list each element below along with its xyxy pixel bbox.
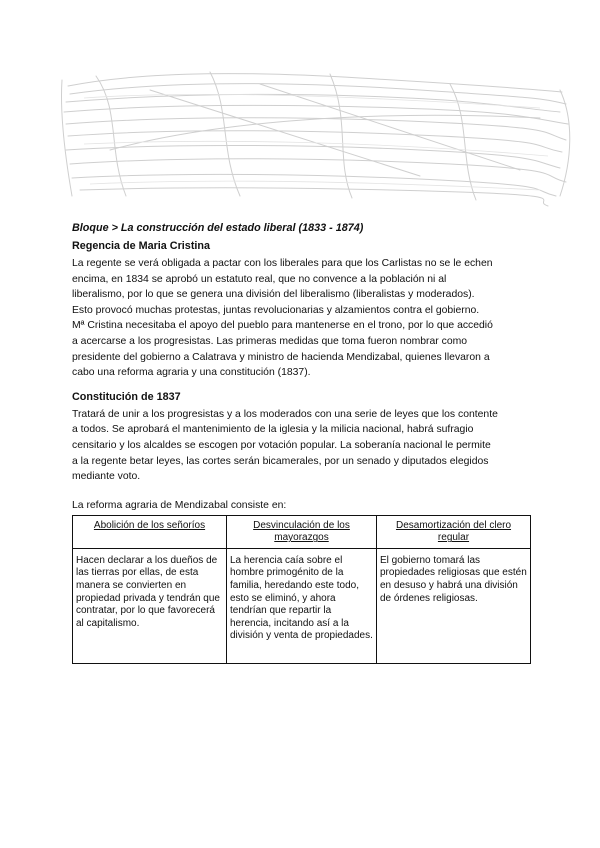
reform-table xyxy=(72,515,531,664)
text-line: Mª Cristina necesitaba el apoyo del pueblo para mantenerse en el trono, por lo que accedió xyxy=(72,320,493,332)
text-line: a la regente betar leyes, las cortes serán bicamerales, por un senado y diputados elegidos xyxy=(72,455,489,467)
text-line: liberalismo, por lo que se genera una división del liberalismo (liberalistas y moderados). xyxy=(72,289,475,301)
column-header-desamortizacion: Desamortización del clero regular xyxy=(377,515,531,548)
text-line: cabo una reforma agraria y una constitución (1837). xyxy=(72,367,311,379)
text-line: La regente se verá obligada a pactar con los liberales para que los Carlistas no se le echen xyxy=(72,258,493,269)
paragraph-regencia xyxy=(72,256,532,381)
column-header-desvinculacion: Desvinculación de los mayorazgos xyxy=(227,515,377,548)
section-heading-regencia: Regencia de Maria Cristina xyxy=(72,240,211,252)
text-line: censitario y los alcaldes se escogen por votación popular. La soberanía nacional le permite xyxy=(72,439,491,451)
reform-intro: La reforma agraria de Mendizabal consiste en: xyxy=(72,499,287,511)
text-line: Tratará de unir a los progresistas y a los moderados con una serie de leyes que los contente xyxy=(72,408,498,420)
paragraph-constitucion xyxy=(72,407,532,485)
table-row xyxy=(73,548,531,663)
section-heading-constitucion: Constitución de 1837 xyxy=(72,390,181,403)
text-line: a todos. Se aprobará el mantenimiento de la iglesia y la milicia nacional, habrá sufragio xyxy=(72,424,474,436)
text-line: a acercarse a los progresistas. Las primeras medidas que toma fueron nombrar como xyxy=(72,335,468,347)
block-title: Bloque > La construcción del estado liberal (1833 - 1874) xyxy=(72,222,364,234)
cell-desvinculacion: La herencia caía sobre el hombre primogénito de la familia, heredando este todo, esto se eliminó, y ahora tendrían que repartir la herencia, incitando así a la división y venta de propiedades. xyxy=(227,548,377,663)
cell-abolicion: Hacen declarar a los dueños de las tierras por ellas, de esta manera se convierten en propiedad privada y tendrán que contratar, por lo que favorecerá al capitalismo. xyxy=(73,548,227,663)
cell-desamortizacion: El gobierno tomará las propiedades religiosas que estén en desuso y habrá una división de órdenes religiosas. xyxy=(377,548,531,663)
text-line: Esto provocó muchas protestas, juntas revolucionarias y alzamientos contra el gobierno. xyxy=(72,304,480,316)
pencil-scribble-drawing xyxy=(0,0,600,220)
table-header-row xyxy=(73,515,531,548)
text-line: presidente del gobierno a Calatrava y ministro de hacienda Mendizabal, quienes llevaron a xyxy=(72,351,490,363)
text-line: mediante voto. xyxy=(72,471,141,483)
column-header-abolicion: Abolición de los señoríos xyxy=(73,515,227,548)
document-body xyxy=(72,221,532,664)
text-line: encima, en 1834 se aprobó un estatuto real, que no convence a la población ni al xyxy=(72,273,447,285)
